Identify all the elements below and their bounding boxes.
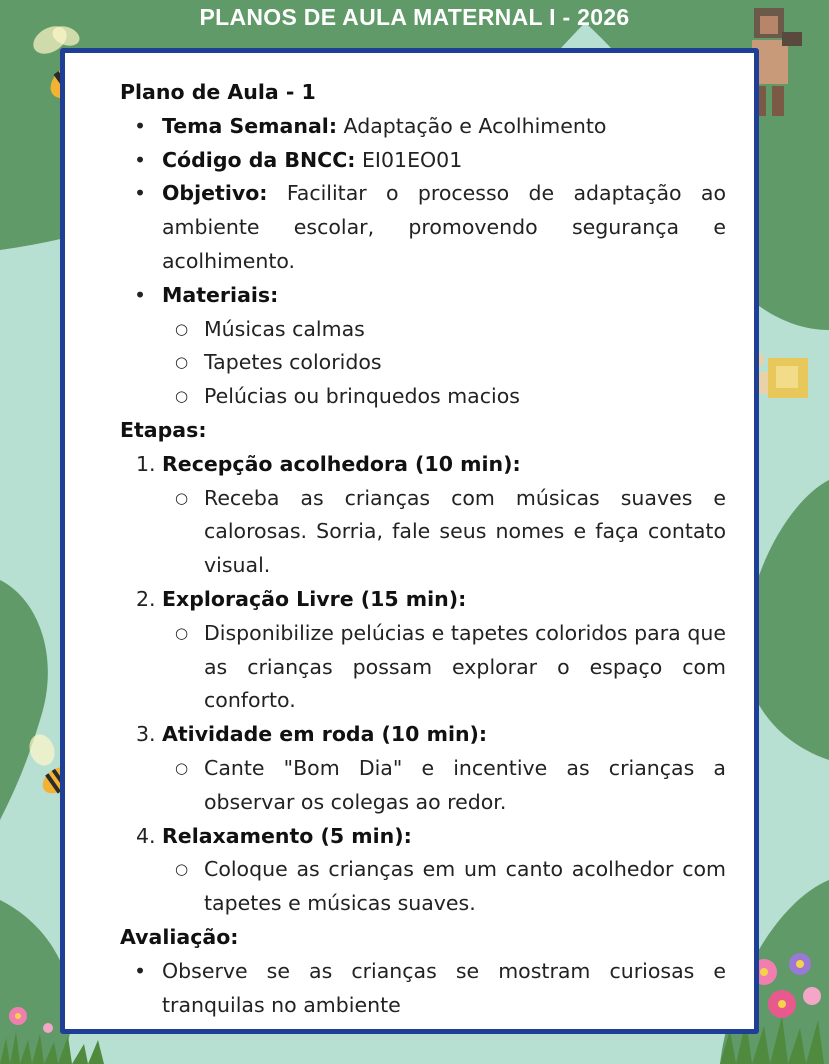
evaluation-text: Observe se as crianças se mostram curiosas e tranquilas no ambiente xyxy=(162,958,726,1017)
item-text: EI01EO01 xyxy=(361,147,463,172)
step-detail xyxy=(120,617,726,718)
step-detail xyxy=(120,853,726,921)
step-detail xyxy=(120,752,726,820)
step-item xyxy=(120,820,726,854)
item-label: Materiais: xyxy=(162,282,279,307)
sub-bullet-marker: ○ xyxy=(175,623,189,642)
step-detail-text: Cante "Bom Dia" e incentive as crianças a observar os colegas ao redor. xyxy=(204,755,726,814)
bullet-marker: • xyxy=(134,282,147,307)
step-number: 3. xyxy=(136,722,156,747)
material-text: Pelúcias ou brinquedos macios xyxy=(204,384,520,409)
sub-bullet-marker: ○ xyxy=(175,387,189,406)
step-item xyxy=(120,448,726,482)
list-item-bncc-code xyxy=(120,144,726,178)
item-text: Facilitar o processo de adaptação ao ambiente escolar, promovendo segurança e acolhimento. xyxy=(162,181,726,273)
sub-bullet-marker: ○ xyxy=(175,488,189,507)
evaluation-heading: Avaliação: xyxy=(120,924,239,949)
sub-bullet-marker: ○ xyxy=(175,758,189,777)
step-number: 2. xyxy=(136,586,156,611)
step-number: 4. xyxy=(136,823,156,848)
step-title: Atividade em roda (10 min): xyxy=(162,722,488,747)
sub-bullet-marker: ○ xyxy=(175,319,189,338)
list-item-materials xyxy=(120,279,726,313)
material-item xyxy=(120,346,726,380)
bullet-marker: • xyxy=(134,181,147,206)
item-label: Objetivo: xyxy=(162,181,268,206)
step-title: Recepção acolhedora (10 min): xyxy=(162,451,521,476)
lesson-plan-content xyxy=(120,76,726,1022)
page-header-title: PLANOS DE AULA MATERNAL I - 2026 xyxy=(199,4,630,30)
material-text: Tapetes coloridos xyxy=(204,350,382,375)
item-label: Tema Semanal: xyxy=(162,113,338,138)
bullet-marker: • xyxy=(134,958,147,983)
material-text: Músicas calmas xyxy=(204,316,365,341)
item-label: Código da BNCC: xyxy=(162,147,356,172)
step-detail xyxy=(120,482,726,583)
material-item xyxy=(120,313,726,347)
step-title: Exploração Livre (15 min): xyxy=(162,586,467,611)
bullet-marker: • xyxy=(134,147,147,172)
step-detail-text: Disponibilize pelúcias e tapetes coloridos para que as crianças possam explorar o espaço com conforto. xyxy=(204,620,726,713)
list-item-objective xyxy=(120,177,726,278)
step-number: 1. xyxy=(136,451,156,476)
material-item xyxy=(120,380,726,414)
steps-heading: Etapas: xyxy=(120,417,207,442)
sub-bullet-marker: ○ xyxy=(175,353,189,372)
list-item-theme xyxy=(120,110,726,144)
bullet-marker: • xyxy=(134,113,147,138)
step-detail-text: Receba as crianças com músicas suaves e calorosas. Sorria, fale seus nomes e faça contato visual. xyxy=(204,485,726,578)
item-text: Adaptação e Acolhimento xyxy=(343,113,607,138)
plan-title: Plano de Aula - 1 xyxy=(120,80,316,104)
step-item xyxy=(120,718,726,752)
step-item xyxy=(120,583,726,617)
step-title: Relaxamento (5 min): xyxy=(162,823,412,848)
sub-bullet-marker: ○ xyxy=(175,860,189,879)
step-detail-text: Coloque as crianças em um canto acolhedor com tapetes e músicas suaves. xyxy=(204,857,726,916)
evaluation-item xyxy=(120,955,726,1023)
